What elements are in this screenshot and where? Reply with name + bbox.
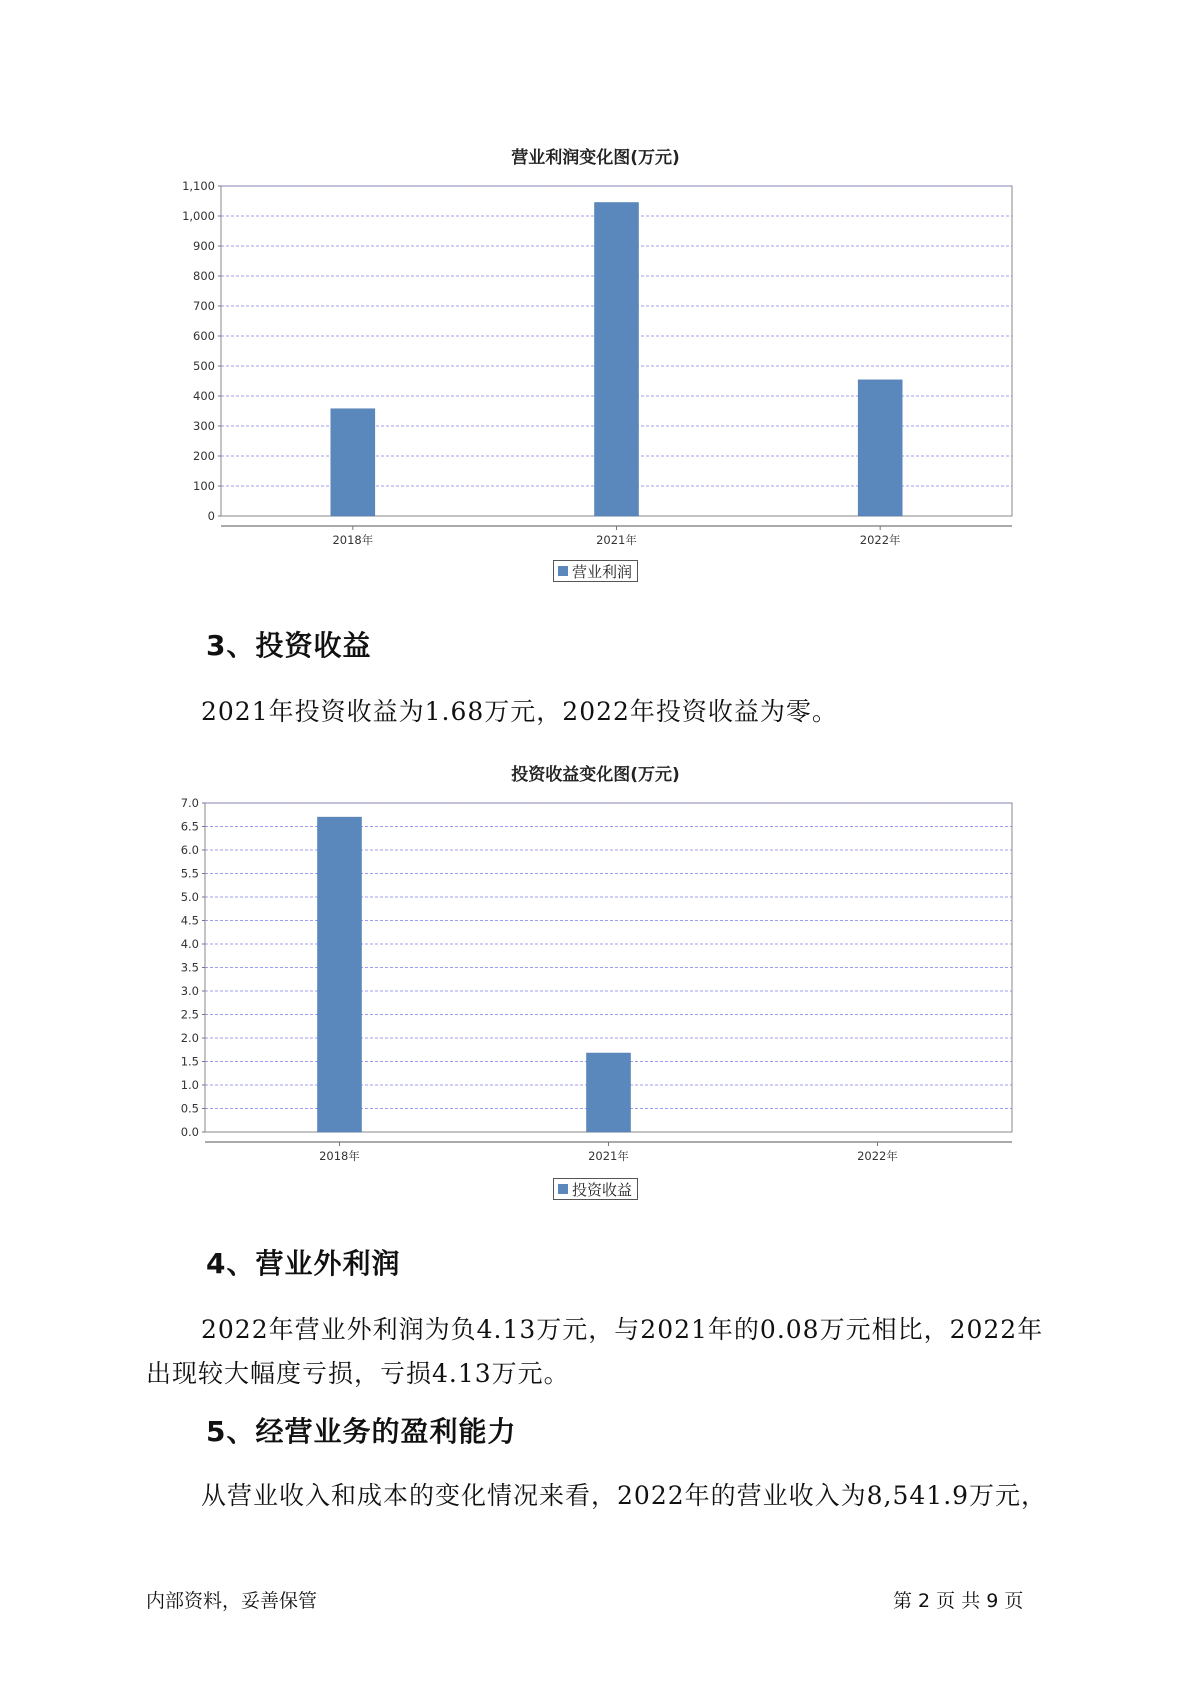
y-tick-label: 2.0 xyxy=(180,1031,199,1045)
bar-2021年 xyxy=(587,1053,631,1132)
y-tick-label: 800 xyxy=(193,269,215,283)
y-tick-label: 0.5 xyxy=(180,1101,199,1116)
chart2-title: 投资收益变化图(万元) xyxy=(511,765,680,785)
y-tick-label: 700 xyxy=(193,299,215,313)
y-tick-label: 5.5 xyxy=(180,866,199,881)
y-tick-label: 300 xyxy=(193,419,215,433)
chart1-legend-label: 营业利润 xyxy=(572,562,633,581)
footer-confidential: 内部资料，妥善保管 xyxy=(146,1590,318,1612)
section3-text: 2021年投资收益为1.68万元，2022年投资收益为零。 xyxy=(201,697,838,726)
x-tick-label: 2022年 xyxy=(859,533,901,547)
y-tick-label: 1,000 xyxy=(182,209,215,223)
legend-swatch-icon xyxy=(558,1184,568,1194)
x-tick-label: 2021年 xyxy=(596,533,637,547)
y-tick-label: 6.0 xyxy=(180,843,199,857)
section3-heading: 3、投资收益 xyxy=(206,629,372,662)
y-tick-label: 5.0 xyxy=(180,890,199,904)
y-tick-label: 6.5 xyxy=(180,819,199,834)
bar-2018年 xyxy=(318,817,362,1132)
y-tick-label: 1.5 xyxy=(180,1054,199,1069)
y-tick-label: 0 xyxy=(207,509,215,523)
x-tick-label: 2018年 xyxy=(319,1149,360,1163)
x-tick-label: 2021年 xyxy=(588,1149,629,1163)
section5-text: 从营业收入和成本的变化情况来看，2022年的营业收入为8,541.9万元， xyxy=(201,1481,1048,1510)
y-tick-label: 4.5 xyxy=(180,913,199,928)
y-tick-label: 3.0 xyxy=(180,984,199,998)
y-tick-label: 3.5 xyxy=(180,960,199,975)
y-tick-label: 1.0 xyxy=(180,1078,199,1092)
x-tick-label: 2022年 xyxy=(857,1149,898,1163)
section4-heading: 4、营业外利润 xyxy=(206,1247,401,1280)
y-tick-label: 0.0 xyxy=(180,1125,199,1139)
footer-page-number: 第 2 页 共 9 页 xyxy=(893,1590,1024,1612)
y-tick-label: 500 xyxy=(193,359,215,373)
y-tick-label: 2.5 xyxy=(180,1007,199,1022)
y-tick-label: 1,100 xyxy=(182,179,215,193)
y-tick-label: 600 xyxy=(193,329,215,343)
chart1-title: 营业利润变化图(万元) xyxy=(511,148,680,168)
chart2-legend-label: 投资收益 xyxy=(572,1180,633,1199)
x-tick-label: 2018年 xyxy=(332,533,374,547)
y-tick-label: 100 xyxy=(193,479,215,493)
section4-line1: 2022年营业外利润为负4.13万元，与2021年的0.08万元相比，2022年 xyxy=(201,1315,1044,1344)
section4-line2: 出现较大幅度亏损，亏损4.13万元。 xyxy=(146,1359,570,1388)
y-tick-label: 400 xyxy=(193,389,215,403)
y-tick-label: 4.0 xyxy=(180,937,199,951)
section5-heading: 5、经营业务的盈利能力 xyxy=(206,1415,517,1448)
y-tick-label: 200 xyxy=(193,449,215,463)
chart2-legend xyxy=(553,1178,638,1200)
y-tick-label: 7.0 xyxy=(180,796,199,810)
y-tick-label: 900 xyxy=(193,239,215,253)
